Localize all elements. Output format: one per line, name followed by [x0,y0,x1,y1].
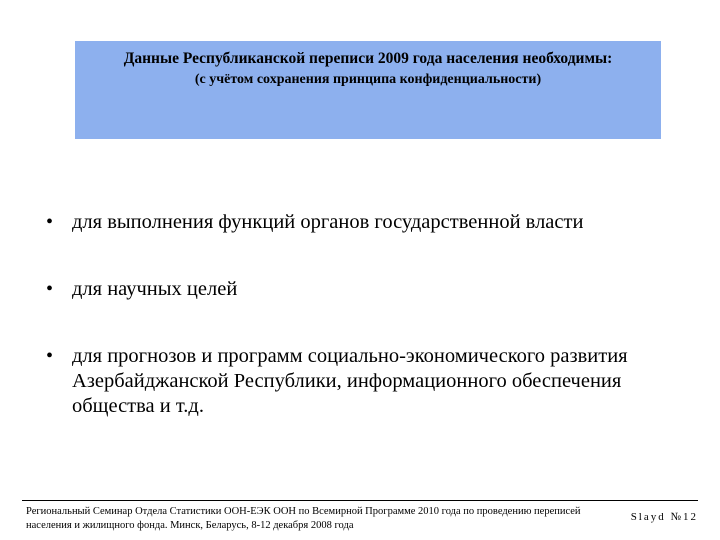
bullet-icon: • [46,211,54,233]
footer-text: Региональный Семинар Отдела Статистики ООН-ЕЭК ООН по Всемирной Программе 2010 года по проведению переписей населения и жилищного фонда. Минск, Беларусь, 8-12 декабря 2008 года [26,506,581,531]
bullet-item [46,344,706,419]
footer-divider [22,500,698,501]
bullet-list [46,210,706,461]
bullet-item [46,277,706,302]
bullet-icon: • [46,345,54,367]
bullet-icon: • [46,278,54,300]
slide-title: Данные Республиканской переписи 2009 года населения необходимы: [123,50,613,67]
bullet-text: для научных целей [72,278,238,300]
bullet-item [46,210,706,235]
slide-subtitle: (с учётом сохранения принципа конфиденциальности) [194,72,542,87]
slide-number: Slayd №12 [630,511,698,523]
title-box [75,41,661,139]
bullet-text: для выполнения функций органов государственной власти [72,211,584,233]
bullet-text: для прогнозов и программ социально-экономического развития Азербайджанской Республики, информационного обеспечения общества и т.д. [72,345,628,417]
